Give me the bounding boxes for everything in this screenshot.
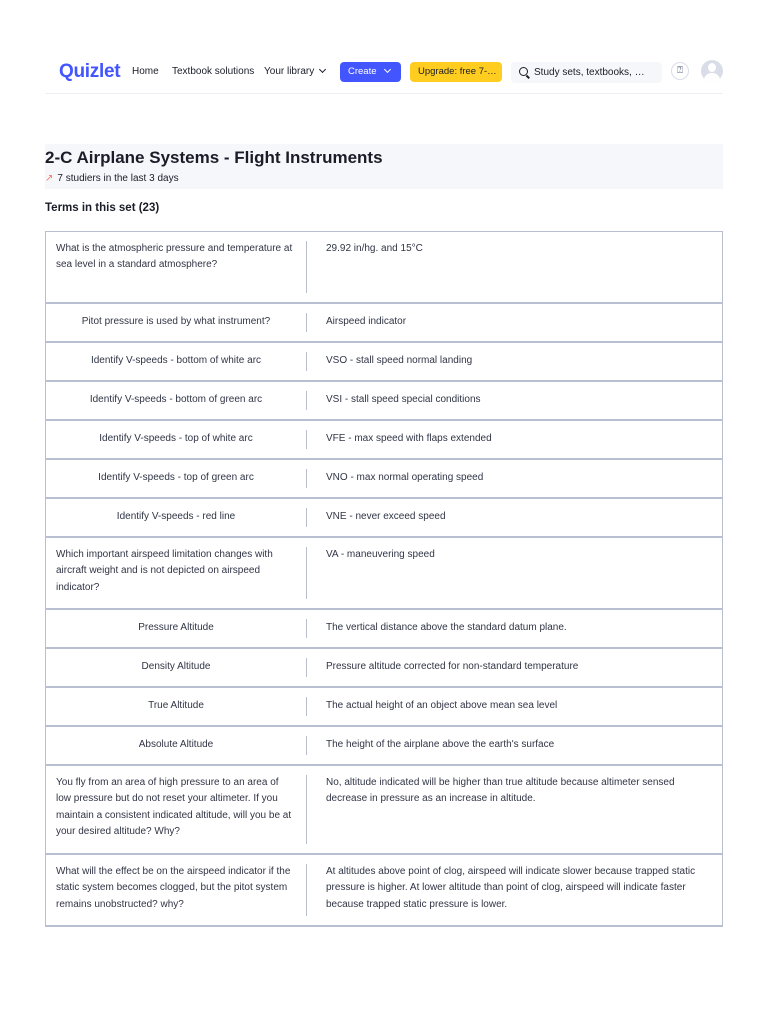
term-card[interactable]: [45, 648, 723, 688]
user-avatar[interactable]: [701, 60, 723, 82]
your-library-label: Your library: [264, 66, 315, 77]
term-card[interactable]: [45, 303, 723, 343]
card-divider: [306, 352, 307, 371]
nav-home-link[interactable]: Home: [132, 66, 159, 77]
definition-text: Pressure altitude corrected for non-standard temperature: [326, 661, 579, 673]
card-divider: [306, 864, 307, 916]
card-divider: [306, 391, 307, 410]
card-divider: [306, 619, 307, 638]
terms-heading: Terms in this set (23): [45, 202, 160, 214]
term-card[interactable]: [45, 854, 723, 927]
term-text: Which important airspeed limitation changes with aircraft weight and is not depicted on airspeed indicator?: [56, 549, 273, 593]
definition-text: VSI - stall speed special conditions: [326, 394, 481, 406]
definition-text: 29.92 in/hg. and 15°C: [326, 243, 423, 254]
term-card[interactable]: [45, 609, 723, 649]
definition-text: VFE - max speed with flaps extended: [326, 433, 492, 445]
term-text: Identify V-speeds - top of green arc: [98, 472, 254, 484]
search-placeholder: Study sets, textbooks, …: [534, 67, 645, 78]
card-divider: [306, 313, 307, 332]
card-divider: [306, 508, 307, 527]
term-card[interactable]: [45, 231, 723, 304]
studiers-text: 7 studiers in the last 3 days: [57, 173, 179, 184]
definition-text: The vertical distance above the standard datum plane.: [326, 622, 567, 634]
set-header: [45, 144, 723, 189]
term-text: What is the atmospheric pressure and temperature at sea level in a standard atmosphere?: [56, 243, 293, 271]
term-text: Absolute Altitude: [138, 739, 214, 751]
term-card[interactable]: [45, 687, 723, 727]
definition-text: VA - maneuvering speed: [326, 549, 435, 560]
term-text: Identify V-speeds - bottom of white arc: [90, 355, 262, 367]
search-icon: [519, 67, 528, 76]
card-divider: [306, 736, 307, 755]
nav-textbook-solutions-link[interactable]: Textbook solutions: [172, 66, 255, 77]
nav-your-library-link[interactable]: [264, 66, 325, 77]
term-text: What will the effect be on the airspeed indicator if the static system becomes clogged, but the pitot system remains unobstructed? why?: [56, 866, 291, 910]
term-card[interactable]: [45, 381, 723, 421]
term-text: You fly from an area of high pressure to an area of low pressure but do not reset your altimeter. If you maintain a consistent indicated altitude, will you be at your desired altitude? Why?: [56, 777, 292, 837]
term-card[interactable]: [45, 459, 723, 499]
definition-text: The height of the airplane above the earth's surface: [326, 739, 555, 751]
term-text: Identify V-speeds - bottom of green arc: [89, 394, 263, 406]
term-card[interactable]: [45, 498, 723, 538]
definition-text: VNE - never exceed speed: [326, 511, 446, 523]
notifications-bell-icon[interactable]: ⍰: [671, 62, 689, 80]
chevron-down-icon: [319, 66, 326, 73]
definition-text: No, altitude indicated will be higher than true altitude because altimeter sensed decrease in pressure as an increase in altitude.: [326, 777, 675, 805]
term-card[interactable]: [45, 420, 723, 460]
search-input[interactable]: [511, 62, 662, 83]
create-button[interactable]: [340, 62, 401, 82]
card-divider: [306, 547, 307, 599]
quizlet-logo[interactable]: Quizlet: [59, 61, 121, 82]
card-divider: [306, 697, 307, 716]
card-divider: [306, 658, 307, 677]
card-divider: [306, 241, 307, 293]
term-text: Identify V-speeds - top of white arc: [99, 433, 253, 445]
card-divider: [306, 469, 307, 488]
term-text: Pitot pressure is used by what instrument?: [81, 316, 271, 328]
definition-text: At altitudes above point of clog, airspeed will indicate slower because trapped static pressure is higher. At lower altitude than point of clog, airspeed will indicate faster because trapped static pressure is lower.: [326, 866, 696, 910]
card-divider: [306, 430, 307, 449]
definition-text: Airspeed indicator: [326, 316, 407, 328]
upgrade-button[interactable]: Upgrade: free 7-…: [410, 62, 502, 82]
terms-list: [45, 231, 723, 927]
definition-text: VNO - max normal operating speed: [326, 472, 484, 484]
term-card[interactable]: [45, 765, 723, 855]
term-text: Identify V-speeds - red line: [116, 511, 236, 523]
term-card[interactable]: [45, 726, 723, 766]
term-text: Pressure Altitude: [138, 622, 214, 634]
card-divider: [306, 775, 307, 844]
create-label: Create: [348, 66, 377, 77]
top-nav: [45, 57, 723, 93]
term-text: Density Altitude: [141, 661, 211, 673]
definition-text: VSO - stall speed normal landing: [326, 355, 473, 367]
term-card[interactable]: [45, 342, 723, 382]
term-card[interactable]: [45, 537, 723, 610]
page-title: 2-C Airplane Systems - Flight Instruments: [45, 148, 383, 167]
nav-divider: [45, 93, 723, 94]
definition-text: The actual height of an object above mean sea level: [326, 700, 558, 712]
trending-icon: ↗: [45, 173, 54, 184]
chevron-down-icon: [383, 66, 390, 73]
studiers-count: [45, 173, 179, 184]
term-text: True Altitude: [148, 700, 204, 712]
